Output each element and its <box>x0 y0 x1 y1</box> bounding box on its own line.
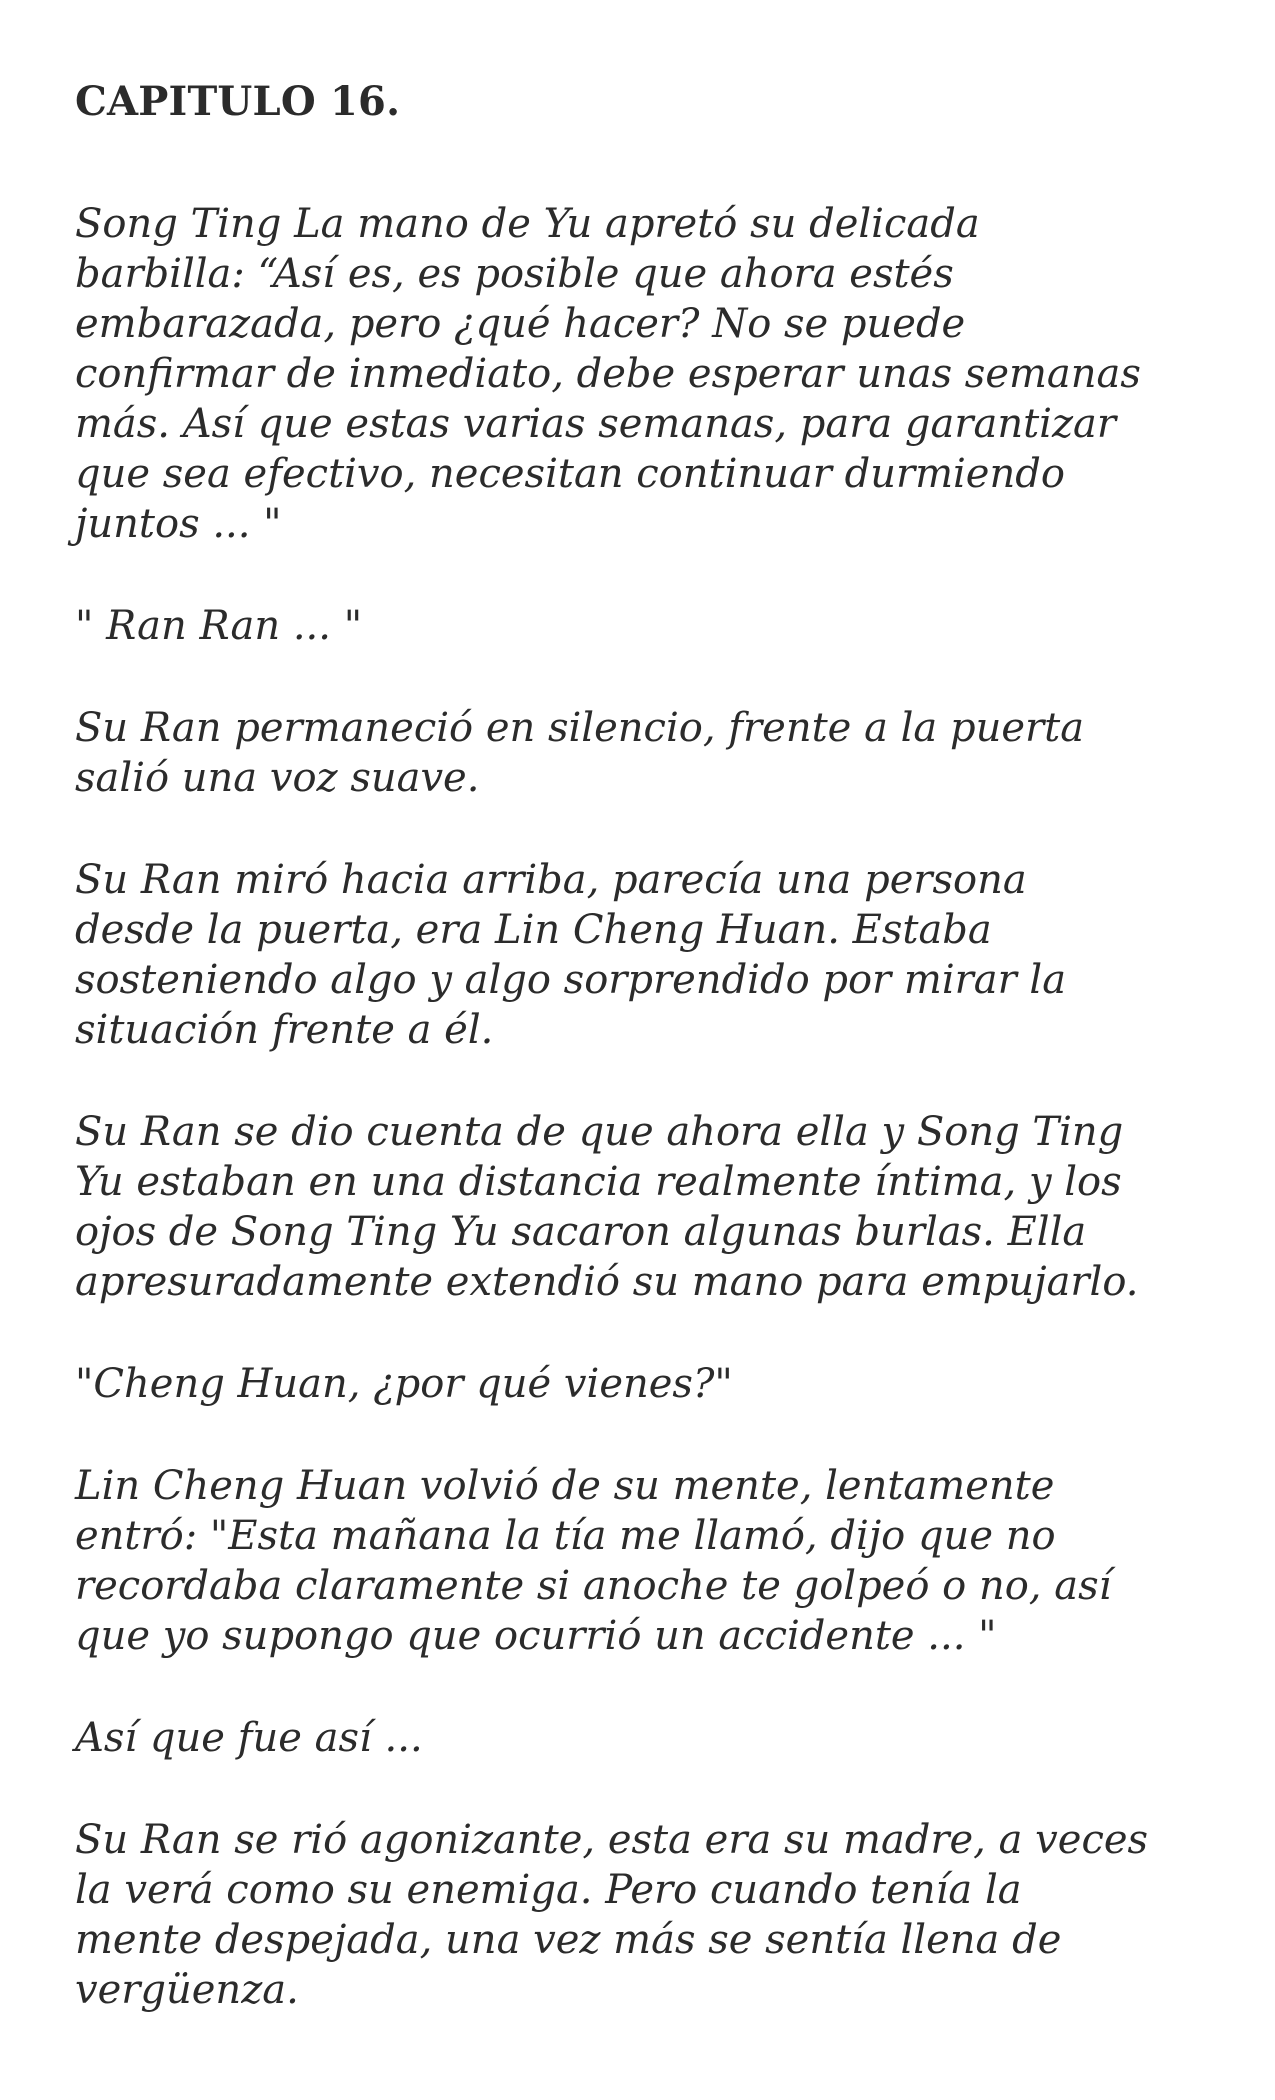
paragraph: Song Ting La mano de Yu apretó su delicada barbilla: “Así es, es posible que ahora estés embarazada, pero ¿qué hacer? No se puede confirmar de inmediato, debe esperar unas semanas más. Así que estas varias semanas, para garantizar que sea efectivo, necesitan continuar durmiendo juntos ... " <box>75 201 1141 547</box>
paragraph: Su Ran se dio cuenta de que ahora ella y Song Ting Yu estaban en una distancia realmente íntima, y los ojos de Song Ting Yu sacaron algunas burlas. Ella apresuradamente extendió su mano para empujarlo. <box>75 1109 1139 1305</box>
paragraph: Su Ran se rió agonizante, esta era su madre, a veces la verá como su enemiga. Pero cuando tenía la mente despejada, una vez más se sentía llena de vergüenza. <box>75 1817 1149 2013</box>
paragraph: "Cheng Huan, ¿por qué vienes?" <box>75 1361 733 1407</box>
paragraph: Su Ran miró hacia arriba, parecía una persona desde la puerta, era Lin Cheng Huan. Estaba sosteniendo algo y algo sorprendido por mirar la situación frente a él. <box>75 857 1067 1053</box>
chapter-title: CAPITULO 16. <box>75 78 401 125</box>
paragraph: " Ran Ran ... " <box>75 603 363 649</box>
paragraph: Lin Cheng Huan volvió de su mente, lentamente entró: "Esta mañana la tía me llamó, dijo que no recordaba claramente si anoche te golpeó o no, así que yo supongo que ocurrió un accidente ... " <box>75 1463 1112 1659</box>
paragraph: Así que fue así ... <box>75 1715 423 1761</box>
document-page <box>75 78 1205 2067</box>
paragraph: Su Ran permaneció en silencio, frente a la puerta salió una voz suave. <box>75 705 1085 801</box>
